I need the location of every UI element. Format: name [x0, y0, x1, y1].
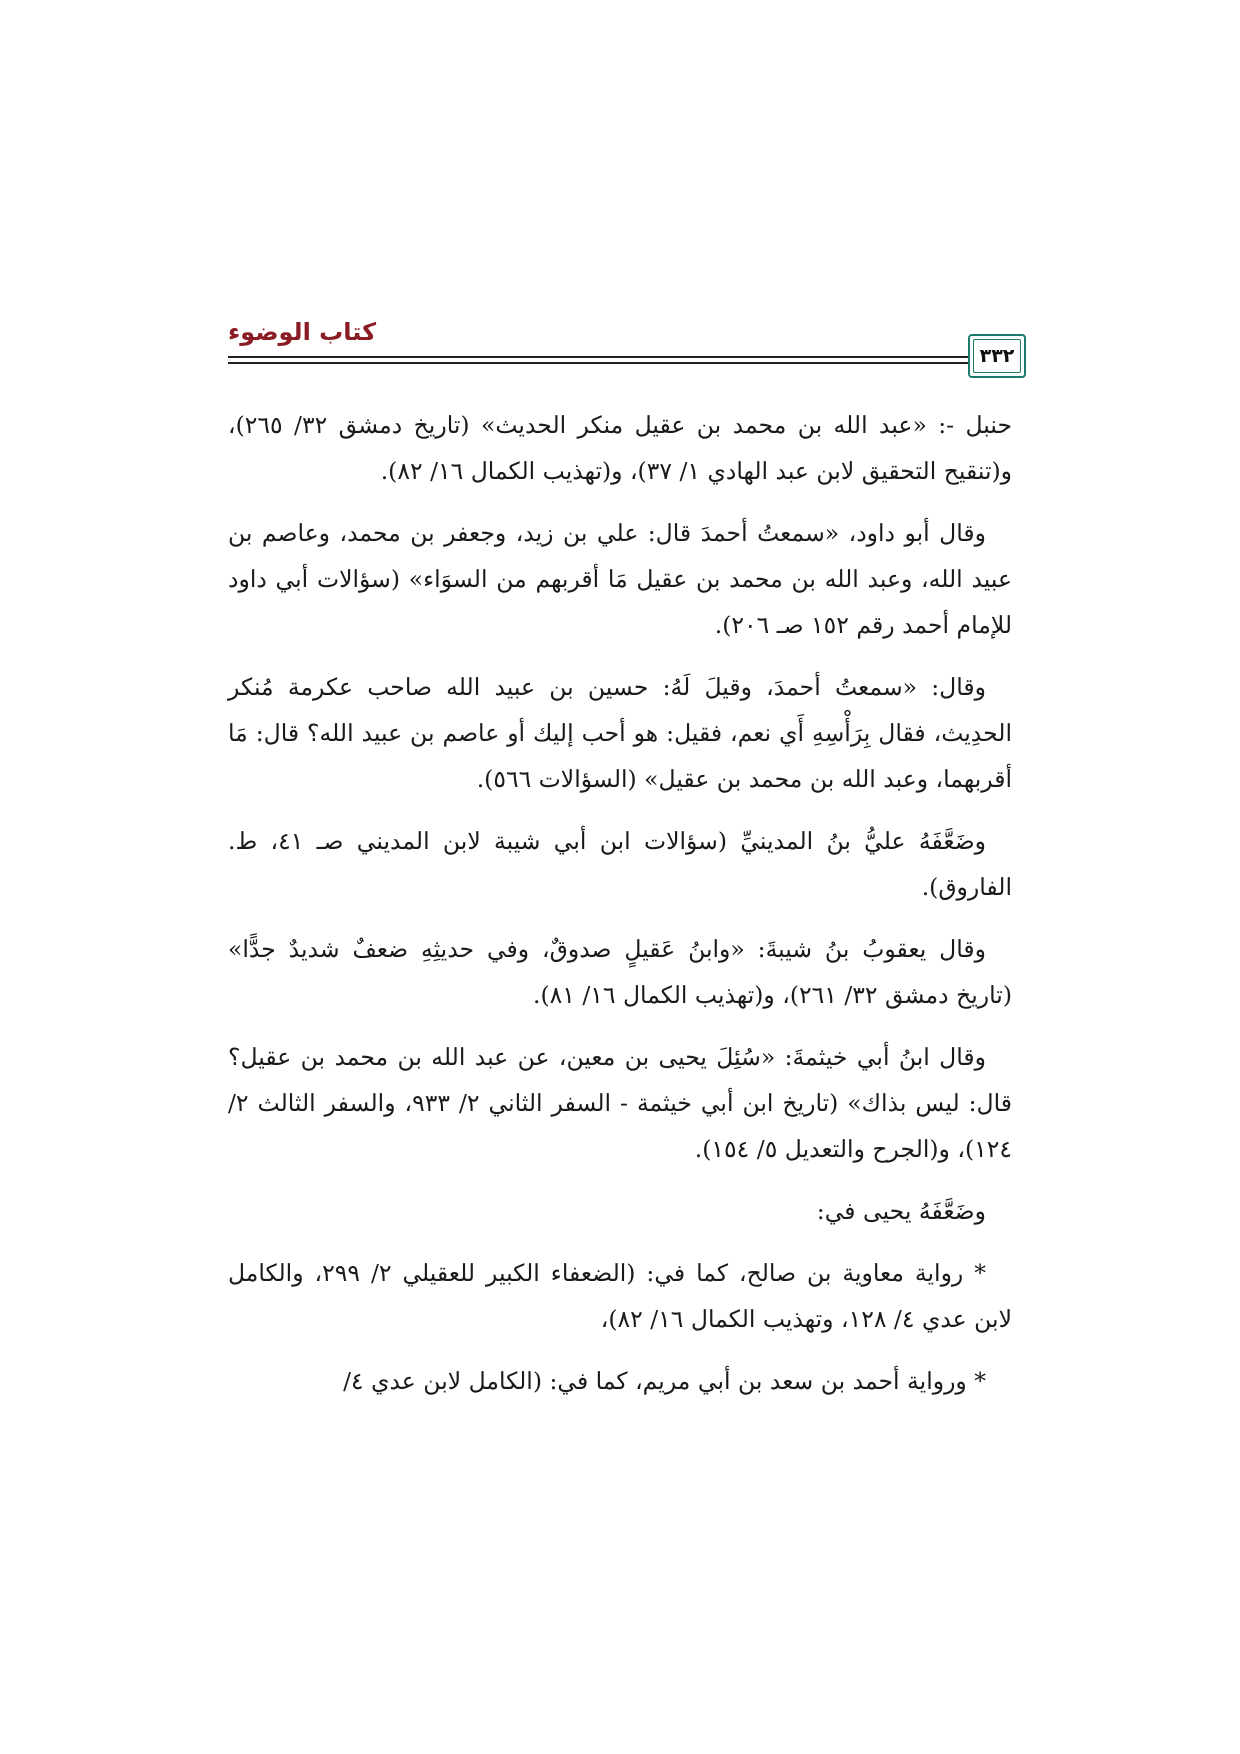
paragraph-7: وضَعَّفَهُ يحيى في: — [816, 1197, 986, 1225]
book-title: كتاب الوضوء — [228, 318, 377, 346]
paragraph-4: وضَعَّفَهُ عليُّ بنُ المدينيِّ (سؤالات ابن أبي شيبة لابن المديني صـ ٤١، ط. الفاروق). — [228, 827, 1012, 901]
paragraph-1: حنبل -: «عبد الله بن محمد بن عقيل منكر الحديث» (تاريخ دمشق ٣٢/ ٢٦٥)، و(تنقيح التحقيق لابن عبد الهادي ١/ ٣٧)، و(تهذيب الكمال ١٦/ ٨٢). — [228, 411, 1012, 485]
page-number-frame — [968, 334, 1026, 378]
paragraph-9: * ورواية أحمد بن سعد بن أبي مريم، كما في: (الكامل لابن عدي ٤/ — [343, 1367, 986, 1395]
paragraph-2: وقال أبو داود، «سمعتُ أحمدَ قال: علي بن زيد، وجعفر بن محمد، وعاصم بن عبيد الله، وعبد الله بن محمد بن عقيل مَا أقربهم من السوَاء» (سؤالات أبي داود للإمام أحمد رقم ١٥٢ صـ ٢٠٦). — [228, 519, 1012, 639]
header-rule-top — [228, 356, 998, 358]
header-rule-bottom — [228, 362, 998, 364]
paragraph-6: وقال ابنُ أبي خيثمةَ: «سُئِلَ يحيى بن معين، عن عبد الله بن محمد بن عقيل؟ قال: ليس بذاك» (تاريخ ابن أبي خيثمة - السفر الثاني ٢/ ٩٣٣، والسفر الثالث ٢/ ١٢٤)، و(الجرح والتعديل ٥/ ١٥٤). — [228, 1043, 1013, 1163]
paragraph-5: وقال يعقوبُ بنُ شيبةَ: «وابنُ عَقيلٍ صدوقٌ، وفي حديثِهِ ضعفٌ شديدٌ جدًّا» (تاريخ دمشق ٣٢/ ٢٦١)، و(تهذيب الكمال ١٦/ ٨١). — [228, 935, 1012, 1009]
paragraph-8: * رواية معاوية بن صالح، كما في: (الضعفاء الكبير للعقيلي ٢/ ٢٩٩، والكامل لابن عدي ٤/ ١٢٨، وتهذيب الكمال ١٦/ ٨٢)، — [228, 1259, 1012, 1333]
paragraph-3: وقال: «سمعتُ أحمدَ، وقيلَ لَهُ: حسين بن عبيد الله صاحب عكرمة مُنكر الحدِيث، فقال بِرَأْسِهِ أَي نعم، فقيل: هو أحب إليك أو عاصم بن عبيد الله؟ قال: مَا أقربهما، وعبد الله بن محمد بن عقيل» (السؤالات ٥٦٦). — [228, 673, 1012, 793]
page-header — [228, 304, 1015, 384]
page-number: ٣٣٢ — [979, 345, 1015, 367]
page-body — [228, 402, 1012, 1420]
